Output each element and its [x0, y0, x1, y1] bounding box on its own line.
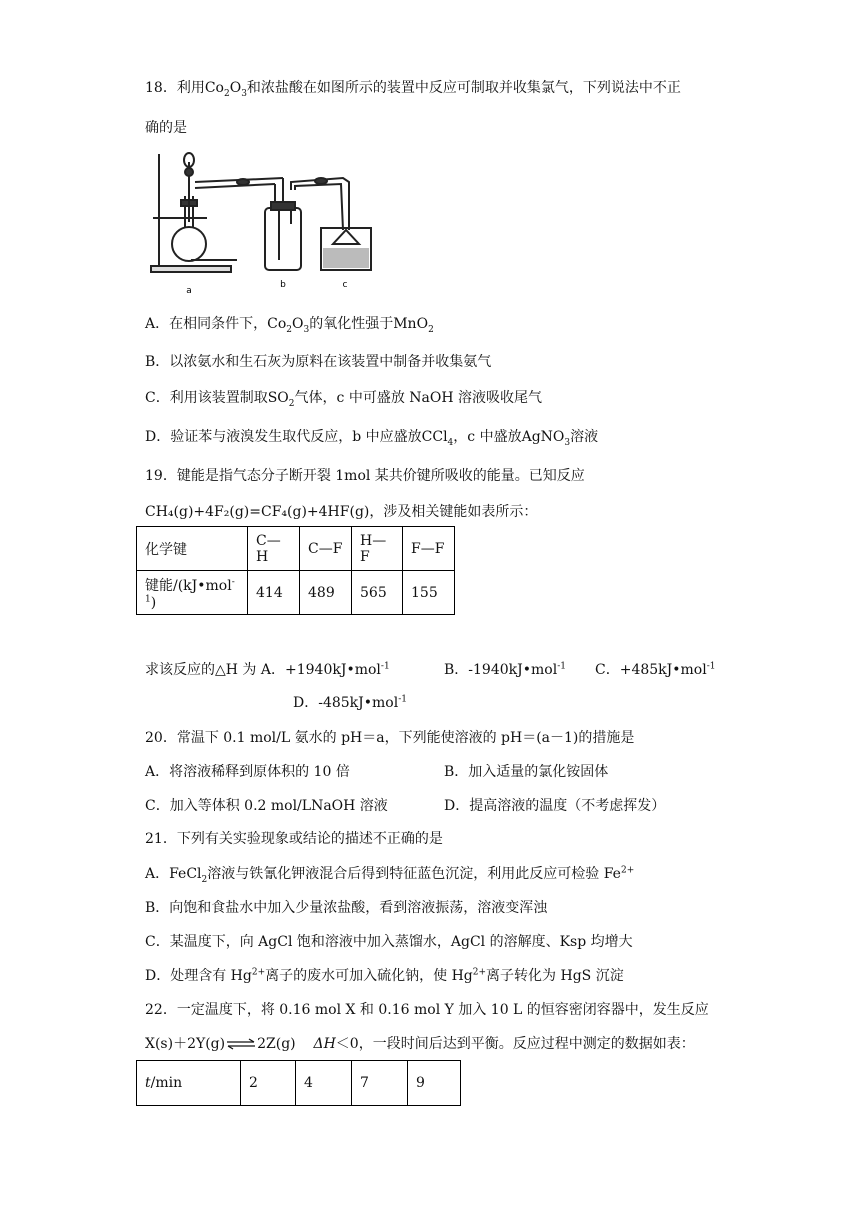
q21-option-a: A．FeCl$_2$溶液与铁氰化钾液混合后得到特征蓝色沉淀，利用此反应可检验 $Fe^{2+}$	[145, 865, 635, 885]
table-cell: C—H	[248, 527, 300, 571]
q19-option-b: B．-1940kJ•mol$^{-1}$	[444, 661, 566, 678]
q18-option-c: C．利用该装置制取$SO_2$气体，c 中可盛放 NaOH 溶液吸收尾气	[145, 390, 543, 409]
q20-stem: 20．常温下 0.1 mol/L 氨水的 pH＝a，下列能使溶液的 pH＝(a－1)的措施是	[145, 730, 635, 746]
table-cell: 489	[300, 571, 352, 615]
table-cell: H—F	[352, 527, 403, 571]
table-cell: 键能/(kJ•mol$^{-1}$)	[137, 571, 248, 615]
q18-option-a: A．在相同条件下，$Co_2O_3$的氧化性强于MnO$_2$	[145, 316, 434, 335]
table-cell: 4	[296, 1061, 352, 1106]
fig-label-c: c	[342, 280, 348, 290]
q18-stem-line2: 确的是	[145, 120, 187, 136]
q21-option-c: C．某温度下，向 AgCl 饱和溶液中加入蒸馏水，AgCl 的溶解度、Ksp 均增大	[145, 934, 633, 950]
q20-option-d: D．提高溶液的温度（不考虑挥发）	[444, 798, 666, 814]
table-cell: 155	[403, 571, 455, 615]
equilibrium-arrow-icon	[226, 1038, 256, 1050]
table-cell: 7	[352, 1061, 408, 1106]
table-cell: 2	[241, 1061, 296, 1106]
bond-energy-table	[136, 526, 455, 615]
table-cell: 565	[352, 571, 403, 615]
q21-option-b: B．向饱和食盐水中加入少量浓盐酸，看到溶液振荡，溶液变浑浊	[145, 900, 548, 916]
q22-stem-line2: X(s)＋2Y(g) 2Z(g) ΔH＜0，一段时间后达到平衡。反应过程中测定的数据如表：	[145, 1036, 695, 1052]
q20-option-c: C．加入等体积 0.2 mol/LNaOH 溶液	[145, 798, 388, 814]
q18-stem-line1: 18．利用$Co_2O_3$和浓盐酸在如图所示的装置中反应可制取并收集氯气，下列说法中不正	[145, 80, 681, 99]
table-cell: t/min	[137, 1061, 241, 1106]
q20-option-a: A．将溶液稀释到原体积的 10 倍	[145, 764, 350, 780]
table-row	[137, 571, 455, 615]
q22-stem-line1: 22．一定温度下，将 0.16 mol X 和 0.16 mol Y 加入 10 L 的恒容密闭容器中，发生反应	[145, 1002, 709, 1018]
q19-stem-line2: CH₄(g)+4F₂(g)=CF₄(g)+4HF(g)，涉及相关键能如表所示：	[145, 504, 538, 520]
q19-option-d: D．-485kJ•mol$^{-1}$	[293, 694, 407, 711]
fig-label-b: b	[280, 280, 286, 290]
q19-stem-line1: 19．键能是指气态分子断开裂 1mol 某共价键所吸收的能量。已知反应	[145, 468, 585, 484]
table-cell: C—F	[300, 527, 352, 571]
apparatus-figure	[143, 148, 375, 298]
q20-option-b: B．加入适量的氯化铵固体	[444, 764, 609, 780]
q19-option-c: C．+485kJ•mol$^{-1}$	[595, 661, 716, 678]
table-cell: 化学键	[137, 527, 248, 571]
table-row	[137, 527, 455, 571]
time-table	[136, 1060, 461, 1106]
fig-label-a: a	[186, 286, 192, 296]
table-cell: 9	[408, 1061, 461, 1106]
q19-question: 求该反应的△H 为 A．+1940kJ•mol$^{-1}$	[145, 661, 390, 678]
table-cell: F—F	[403, 527, 455, 571]
q21-stem: 21．下列有关实验现象或结论的描述不正确的是	[145, 831, 443, 847]
q18-option-b: B．以浓氨水和生石灰为原料在该装置中制备并收集氨气	[145, 354, 492, 370]
table-row	[137, 1061, 461, 1106]
table-cell: 414	[248, 571, 300, 615]
q18-option-d: D．验证苯与液溴发生取代反应，b 中应盛放CCl$_4$，c 中盛放AgNO$_3$溶液	[145, 429, 599, 448]
q21-option-d: D．处理含有 $Hg^{2+}$离子的废水可加入硫化钠，使 $Hg^{2+}$离子转化为 HgS 沉淀	[145, 967, 624, 984]
